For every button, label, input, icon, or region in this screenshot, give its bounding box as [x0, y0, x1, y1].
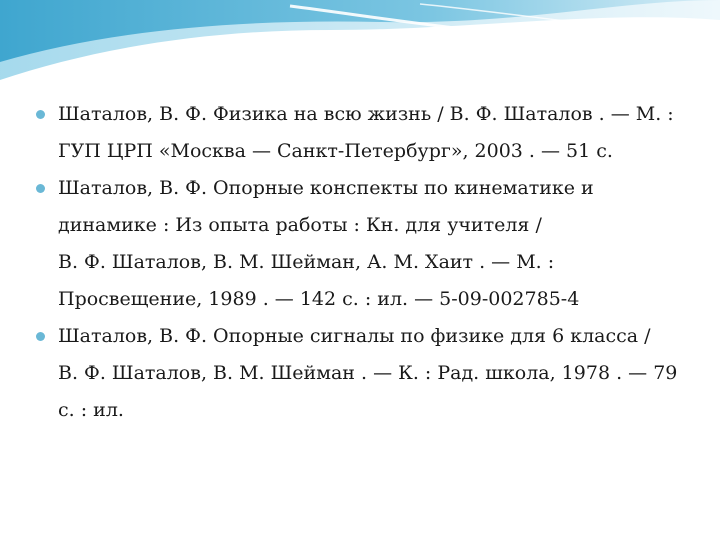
bullet-icon	[36, 110, 45, 119]
reference-line: В. Ф. Шаталов, В. М. Шейман . — К. : Рад. школа, 1978 . — 79	[58, 362, 678, 384]
reference-line: В. Ф. Шаталов, В. М. Шейман, А. М. Хаит . — М. :	[58, 251, 555, 273]
reference-line: Шаталов, В. Ф. Физика на всю жизнь / В. Ф. Шаталов . — М. :	[58, 103, 674, 125]
reference-item-3	[36, 318, 686, 429]
reference-line: Просвещение, 1989 . — 142 с. : ил. — 5-09-002785-4	[58, 288, 580, 310]
reference-line: Шаталов, В. Ф. Опорные сигналы по физике для 6 класса /	[58, 325, 651, 347]
reference-line: Шаталов, В. Ф. Опорные конспекты по кинематике и	[58, 177, 594, 199]
wave-header-decoration	[0, 0, 720, 90]
reference-line: ГУП ЦРП «Москва — Санкт-Петербург», 2003 . — 51 с.	[58, 140, 613, 162]
reference-item-1	[36, 96, 686, 170]
reference-line: с. : ил.	[58, 399, 124, 421]
bullet-icon	[36, 184, 45, 193]
references-list	[36, 96, 686, 429]
reference-item-2	[36, 170, 686, 318]
bullet-icon	[36, 332, 45, 341]
reference-line: динамике : Из опыта работы : Кн. для учителя /	[58, 214, 542, 236]
